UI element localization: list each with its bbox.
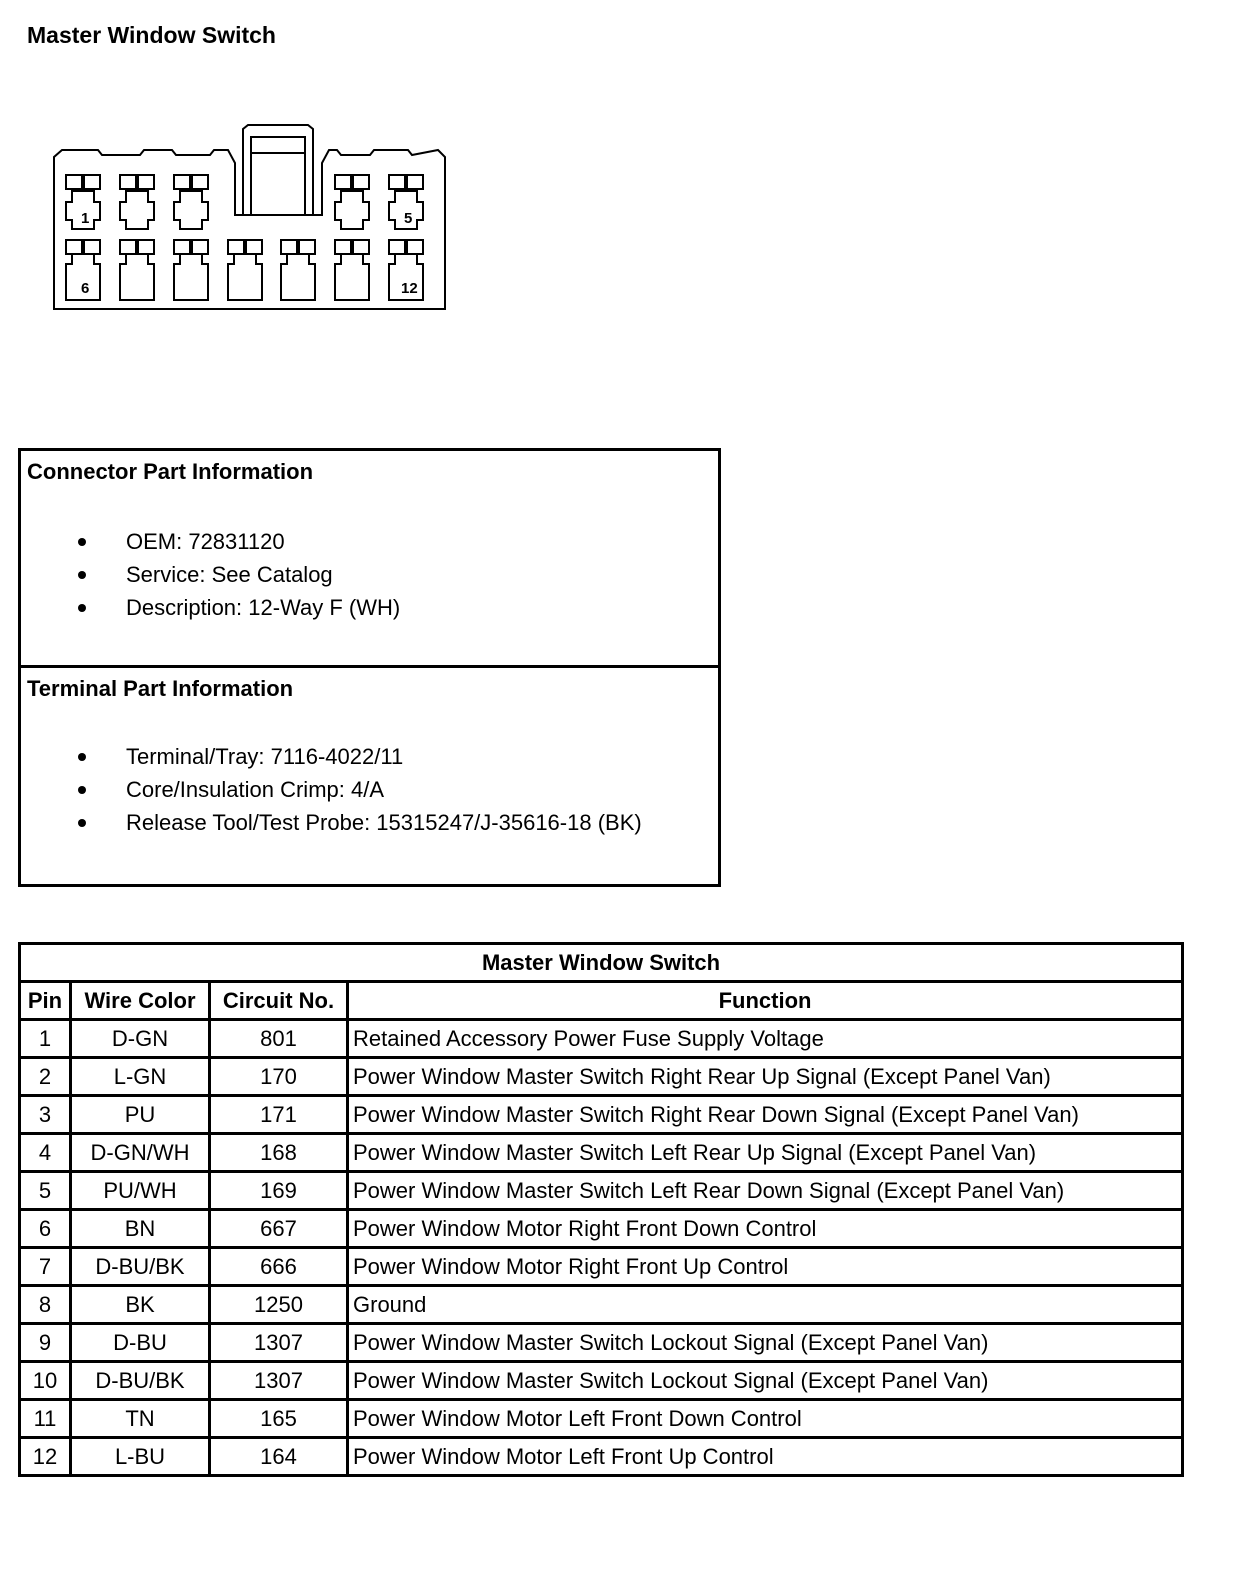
list-item-text: Release Tool/Test Probe: 15315247/J-35616-18 (BK): [126, 810, 642, 835]
header-pin: Pin: [20, 982, 71, 1020]
wire-color-cell: D-BU/BK: [71, 1362, 210, 1400]
circuit-cell: 165: [210, 1400, 348, 1438]
function-cell: Power Window Motor Left Front Up Control: [348, 1438, 1183, 1476]
wire-color-cell: L-BU: [71, 1438, 210, 1476]
circuit-cell: 169: [210, 1172, 348, 1210]
function-cell: Power Window Motor Right Front Up Control: [348, 1248, 1183, 1286]
pin-cell: 4: [20, 1134, 71, 1172]
table-row: [20, 1362, 1183, 1400]
circuit-cell: 171: [210, 1096, 348, 1134]
header-wire-color: Wire Color: [71, 982, 210, 1020]
circuit-cell: 667: [210, 1210, 348, 1248]
circuit-cell: 1307: [210, 1362, 348, 1400]
pin-cell: 3: [20, 1096, 71, 1134]
pin-cell: 10: [20, 1362, 71, 1400]
top-row-cavities: [66, 175, 423, 229]
circuit-cell: 170: [210, 1058, 348, 1096]
table-header-row: [20, 982, 1183, 1020]
function-cell: Power Window Motor Left Front Down Control: [348, 1400, 1183, 1438]
circuit-cell: 1307: [210, 1324, 348, 1362]
pin-label-12: 12: [401, 280, 418, 297]
pin-function-table: [18, 942, 1184, 1477]
circuit-cell: 168: [210, 1134, 348, 1172]
circuit-cell: 666: [210, 1248, 348, 1286]
wire-color-cell: L-GN: [71, 1058, 210, 1096]
pin-label-5: 5: [404, 210, 413, 227]
bullet-icon: [78, 786, 86, 794]
header-function: Function: [348, 982, 1183, 1020]
list-item-text: OEM: 72831120: [126, 529, 285, 554]
connector-part-info: [21, 451, 718, 668]
terminal-info-heading: Terminal Part Information: [27, 676, 294, 701]
wire-color-cell: PU/WH: [71, 1172, 210, 1210]
wire-color-cell: TN: [71, 1400, 210, 1438]
list-item-text: Core/Insulation Crimp: 4/A: [126, 777, 384, 802]
function-cell: Power Window Master Switch Left Rear Down Signal (Except Panel Van): [348, 1172, 1183, 1210]
table-row: [20, 1286, 1183, 1324]
lock-tab: [243, 125, 313, 215]
table-row: [20, 1134, 1183, 1172]
circuit-cell: 801: [210, 1020, 348, 1058]
connector-outline: [54, 150, 445, 309]
table-row: [20, 1438, 1183, 1476]
pin-label-1: 1: [81, 210, 90, 227]
pin-cell: 12: [20, 1438, 71, 1476]
wire-color-cell: D-BU/BK: [71, 1248, 210, 1286]
table-title: Master Window Switch: [20, 944, 1183, 982]
wire-color-cell: BK: [71, 1286, 210, 1324]
bullet-icon: [78, 571, 86, 579]
table-row: [20, 1020, 1183, 1058]
wire-color-cell: D-BU: [71, 1324, 210, 1362]
table-row: [20, 1058, 1183, 1096]
wire-color-cell: D-GN/WH: [71, 1134, 210, 1172]
pin-cell: 9: [20, 1324, 71, 1362]
pin-cell: 1: [20, 1020, 71, 1058]
bullet-icon: [78, 604, 86, 612]
circuit-cell: 1250: [210, 1286, 348, 1324]
bottom-row-cavities: [66, 240, 423, 300]
part-information-box: [18, 448, 721, 887]
page-title: Master Window Switch: [27, 22, 276, 48]
function-cell: Power Window Master Switch Left Rear Up Signal (Except Panel Van): [348, 1134, 1183, 1172]
table-row: [20, 1248, 1183, 1286]
connector-info-heading: Connector Part Information: [27, 459, 314, 484]
list-item-text: Terminal/Tray: 7116-4022/11: [126, 744, 404, 769]
pin-label-6: 6: [81, 280, 90, 297]
function-cell: Power Window Master Switch Lockout Signal (Except Panel Van): [348, 1362, 1183, 1400]
function-cell: Power Window Master Switch Lockout Signal (Except Panel Van): [348, 1324, 1183, 1362]
table-row: [20, 1096, 1183, 1134]
table-row: [20, 1210, 1183, 1248]
function-cell: Retained Accessory Power Fuse Supply Voltage: [348, 1020, 1183, 1058]
table-row: [20, 1172, 1183, 1210]
pin-cell: 5: [20, 1172, 71, 1210]
table-row: [20, 1324, 1183, 1362]
function-cell: Power Window Motor Right Front Down Control: [348, 1210, 1183, 1248]
header-circuit-no: Circuit No.: [210, 982, 348, 1020]
wire-color-cell: PU: [71, 1096, 210, 1134]
connector-face-diagram: [40, 115, 460, 325]
function-cell: Power Window Master Switch Right Rear Down Signal (Except Panel Van): [348, 1096, 1183, 1134]
bullet-icon: [78, 753, 86, 761]
bullet-icon: [78, 538, 86, 546]
circuit-cell: 164: [210, 1438, 348, 1476]
pin-cell: 7: [20, 1248, 71, 1286]
table-row: [20, 1400, 1183, 1438]
terminal-part-info: [21, 668, 718, 884]
bullet-icon: [78, 819, 86, 827]
pin-cell: 11: [20, 1400, 71, 1438]
function-cell: Ground: [348, 1286, 1183, 1324]
list-item-text: Description: 12-Way F (WH): [126, 595, 401, 620]
pin-cell: 6: [20, 1210, 71, 1248]
list-item-text: Service: See Catalog: [126, 562, 333, 587]
function-cell: Power Window Master Switch Right Rear Up Signal (Except Panel Van): [348, 1058, 1183, 1096]
wire-color-cell: D-GN: [71, 1020, 210, 1058]
pin-cell: 2: [20, 1058, 71, 1096]
wire-color-cell: BN: [71, 1210, 210, 1248]
pin-cell: 8: [20, 1286, 71, 1324]
